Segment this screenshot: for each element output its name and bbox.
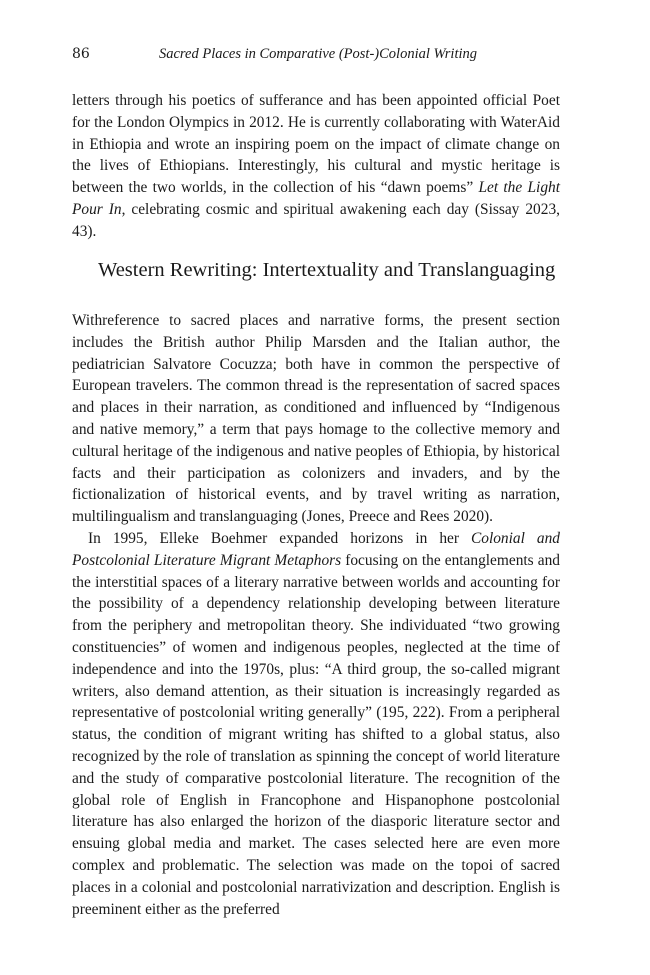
book-title-italic: Let the Light Pour In — [72, 179, 560, 218]
section-heading: Western Rewriting: Intertextuality and Translanguaging — [98, 259, 556, 281]
running-title: Sacred Places in Comparative (Post-)Colonial Writing — [158, 46, 478, 62]
body-text-section — [72, 310, 560, 920]
page-number: 86 — [72, 46, 90, 62]
book-title-italic: Colonial and Postcolonial Literature Migrant Metaphors — [72, 529, 560, 569]
paragraph: Withreference to sacred places and narrative forms, the present section includes the British author Philip Marsden and the Italian author, the pediatrician Salvatore Cocuzza; both have in common the perspective of European travelers. The common thread is the representation of sacred spaces and places in their narration, as conditioned and influenced by “Indigenous and native memory,” a term that pays homage to the collective memory and cultural heritage of the indigenous and native peoples of Ethiopia, by historical facts and their participation as colonizers and invaders, and by the fictionalization of historical events, and by travel writing as narration, multilingualism and translanguaging (Jones, Preece and Rees 2020). — [72, 312, 560, 526]
page-header — [72, 46, 564, 66]
paragraph-text: , celebrating cosmic and spiritual awakening each day (Sissay 2023, 43). — [72, 200, 560, 240]
body-text-top — [72, 90, 560, 243]
paragraph-text: letters through his poetics of sufferance and has been appointed official Poet for the London Olympics in 2012. He is currently collaborating with WaterAid in Ethiopia and wrote an inspiring poem on the impact of climate change on the lives of Ethiopians. Interestingly, his cultural and mystic heritage is between the two worlds, in the collection of his “dawn poems” — [72, 92, 560, 197]
paragraph-continuation — [72, 90, 560, 243]
paragraph-text: focusing on the entanglements and the interstitial spaces of a literary narrative between worlds and accounting for the possibility of a dependency relationship developing between literature from the periphery and metropolitan theory. She individuated “two growing constituencies” of women and indigenous peoples, neglected at the time of independence and into the 1970s, plus: “A third group, the so-called migrant writers, also demand attention, as their situation is increasingly regarded as representative of postcolonial writing generally” (195, 222). From a peripheral status, the condition of migrant writing has shifted to a global status, also recognized by the role of translation as spinning the concept of world literature and the study of comparative postcolonial literature. The recognition of the global role of English in Francophone and Hispanophone postcolonial literature has also enlarged the horizon of the diasporic literature sector and ensuing global media and market. The cases selected here are even more complex and problematic. The selection was made on the topoi of sacred places in a colonial and postcolonial narrativization and description. English is preeminent either as the preferred — [72, 551, 560, 918]
paragraph-text: In 1995, Elleke Boehmer expanded horizons in her — [88, 529, 471, 547]
paragraph — [72, 528, 560, 920]
